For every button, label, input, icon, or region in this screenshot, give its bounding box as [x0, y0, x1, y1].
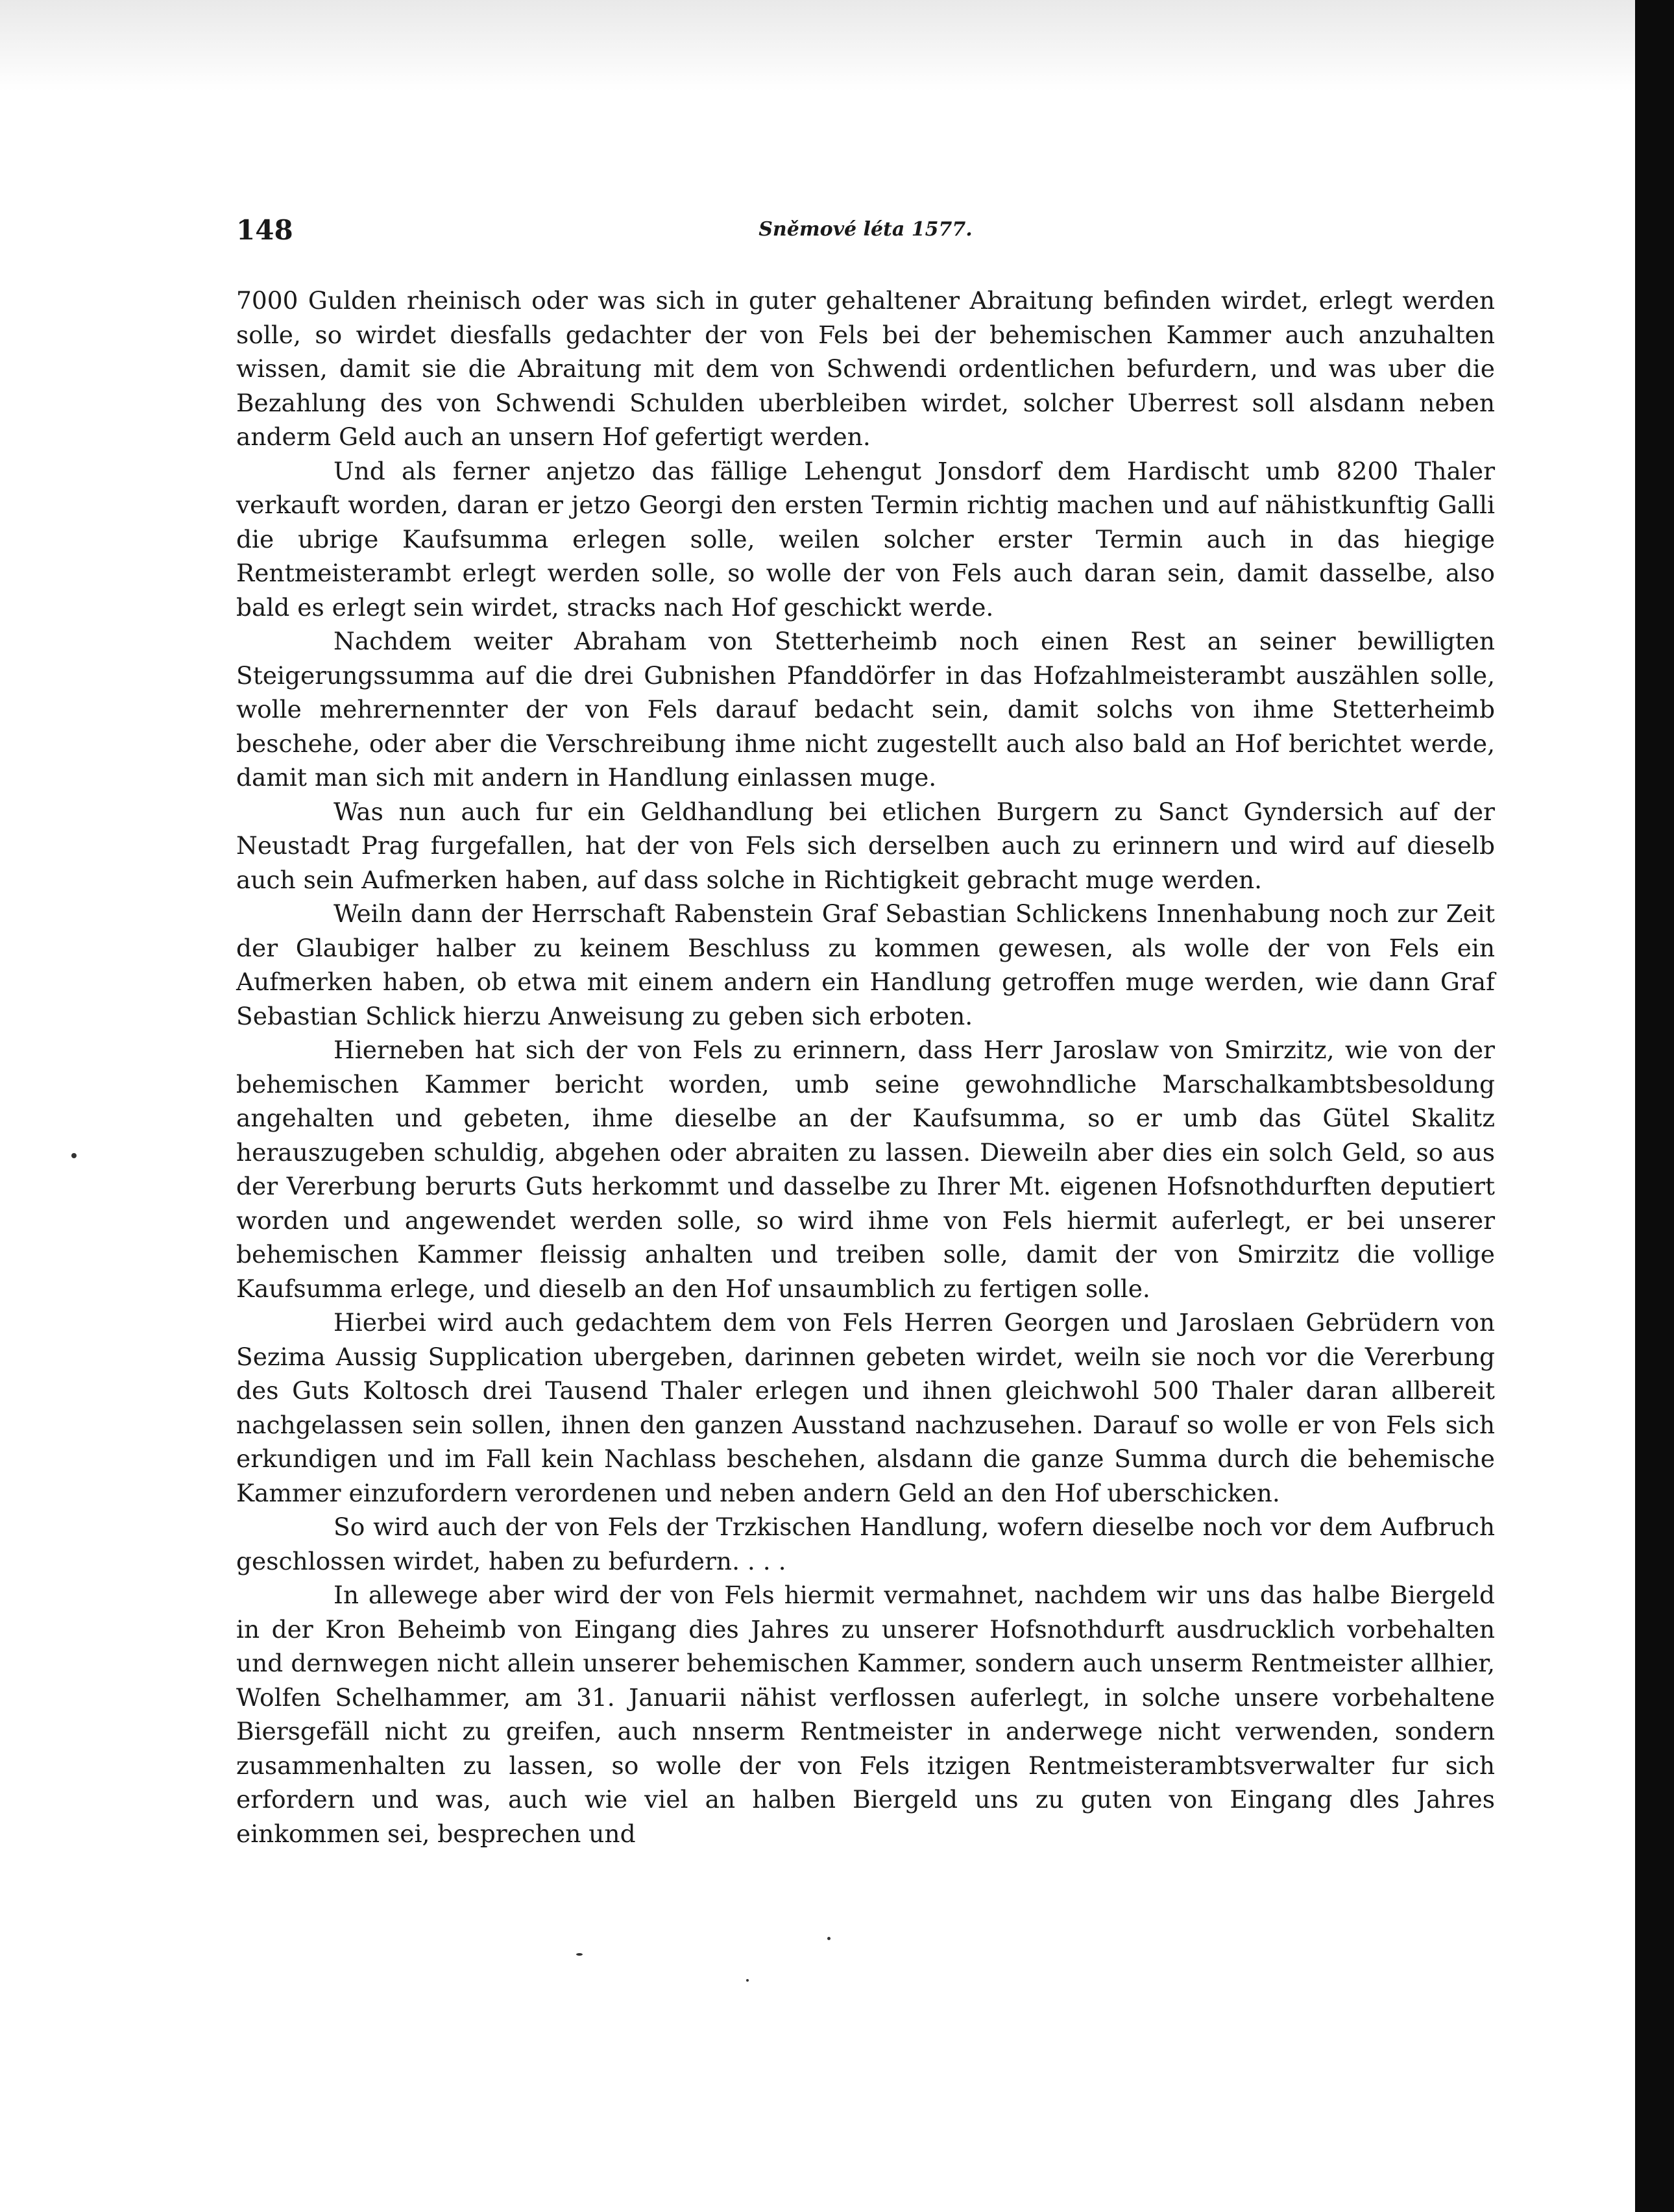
- scan-speck: [827, 1937, 831, 1940]
- paragraph: Hierbei wird auch gedachtem dem von Fels Herren Georgen und Jaroslaen Gebrüdern von Sezima Aussig Supplication ubergeben, darinnen gebeten wirdet, weiln sie noch vor die Vererbung des Guts Koltosch drei Tausend Thaler erlegen und ihnen gleichwohl 500 Thaler daran allbereit nachgelassen sein sollen, ihnen den ganzen Ausstand nachzusehen. Darauf so wolle er von Fels sich erkundigen und im Fall kein Nachlass beschehen, alsdann die ganze Summa durch die behemische Kammer einzufordern verordenen und neben andern Geld an den Hof uberschicken.: [236, 1308, 1495, 1507]
- paragraph: Was nun auch fur ein Geldhandlung bei etlichen Burgern zu Sanct Gyndersich auf der Neustadt Prag furgefallen, hat der von Fels sich derselben auch zu erinnern und wird auf dieselb auch sein Aufmerken haben, auf dass solche in Richtigkeit gebracht muge werden.: [236, 797, 1495, 894]
- paragraph: In allewege aber wird der von Fels hiermit vermahnet, nachdem wir uns das halbe Biergeld in der Kron Beheimb von Eingang dies Jahres zu unserer Hofsnothdurft ausdrucklich vorbehalten und dernwegen nicht allein unserer behemischen Kammer, sondern auch unserm Rentmeister allhier, Wolfen Schelhammer, am 31. Januarii nähist verflossen auferlegt, in solche unsere vorbehaltene Biersgefäll nicht zu greifen, auch nnserm Rentmeister in anderwege nicht verwenden, sondern zusammenhalten zu lassen, so wolle der von Fels itzigen Rentmeisterambtsverwalter fur sich erfordern und was, auch wie viel an halben Biergeld uns zu guten von Eingang dles Jahres einkommen sei, besprechen und: [236, 1581, 1495, 1848]
- paragraph: Und als ferner anjetzo das fällige Lehengut Jonsdorf dem Hardischt umb 8200 Thaler verkauft worden, daran er jetzo Georgi den ersten Termin richtig machen und auf nähistkunftig Galli die ubrige Kaufsumma erlegen solle, weilen solcher erster Termin auch in das hiegige Rentmeisterambt erlegt werden solle, so wolle der von Fels auch daran sein, damit dasselbe, also bald es erlegt sein wirdet, stracks nach Hof geschickt werde.: [236, 456, 1495, 622]
- page-number: 148: [236, 214, 293, 246]
- scan-speck: [746, 1979, 749, 1982]
- paragraph: 7000 Gulden rheinisch oder was sich in guter gehaltener Abraitung befinden wirdet, erlegt werden solle, so wirdet diesfalls gedachter der von Fels bei der behemischen Kammer auch anzuhalten wissen, damit sie die Abraitung mit dem von Schwendi ordentlichen befurdern, und was uber die Bezahlung des von Schwendi Schulden uberbleiben wirdet, solcher Uberrest soll alsdann neben anderm Geld auch an unsern Hof gefertigt werden.: [236, 286, 1495, 451]
- running-head: Sněmové léta 1577.: [758, 218, 973, 241]
- paragraph: Weiln dann der Herrschaft Rabenstein Graf Sebastian Schlickens Innenhabung noch zur Zeit der Glaubiger halber zu keinem Beschluss zu kommen gewesen, als wolle der von Fels ein Aufmerken haben, ob etwa mit einem andern ein Handlung getroffen muge werden, wie dann Graf Sebastian Schlick hierzu Anweisung zu geben sich erboten.: [236, 899, 1495, 1030]
- scan-speck: [576, 1953, 583, 1956]
- paragraph: So wird auch der von Fels der Trzkischen Handlung, wofern dieselbe noch vor dem Aufbruch geschlossen wirdet, haben zu befurdern. . . .: [236, 1513, 1495, 1575]
- scan-speck: [71, 1153, 77, 1158]
- paragraph: Nachdem weiter Abraham von Stetterheimb noch einen Rest an seiner bewilligten Steigerungssumma auf die drei Gubnishen Pfanddörfer in das Hofzahlmeisterambt auszählen solle, wolle mehrernennter der von Fels darauf bedacht sein, damit solchs von ihme Stetterheimb beschehe, oder aber die Verschreibung ihme nicht zugestellt auch also bald an Hof berichtet werde, damit man sich mit andern in Handlung einlassen muge.: [236, 627, 1495, 792]
- page-header: [236, 214, 1495, 253]
- scan-border: [1635, 0, 1674, 2212]
- scan-shadow: [0, 0, 1635, 91]
- body-text: [236, 284, 1495, 1851]
- paragraph: Hierneben hat sich der von Fels zu erinnern, dass Herr Jaroslaw von Smirzitz, wie von der behemischen Kammer bericht worden, umb seine gewohndliche Marschalkambtsbesoldung angehalten und gebeten, ihme dieselbe an der Kaufsumma, so er umb das Gütel Skalitz herauszugeben schuldig, abgehen oder abraiten zu lassen. Dieweiln aber dies ein solch Geld, so aus der Vererbung berurts Guts herkommt und dasselbe zu Ihrer Mt. eigenen Hofsnothdurften deputiert worden und angewendet werden solle, so wird ihme von Fels hiermit auferlegt, er bei unserer behemischen Kammer fleissig anhalten und treiben solle, damit der von Smirzitz die vollige Kaufsumma erlege, und dieselb an den Hof unsaumblich zu fertigen solle.: [236, 1036, 1495, 1303]
